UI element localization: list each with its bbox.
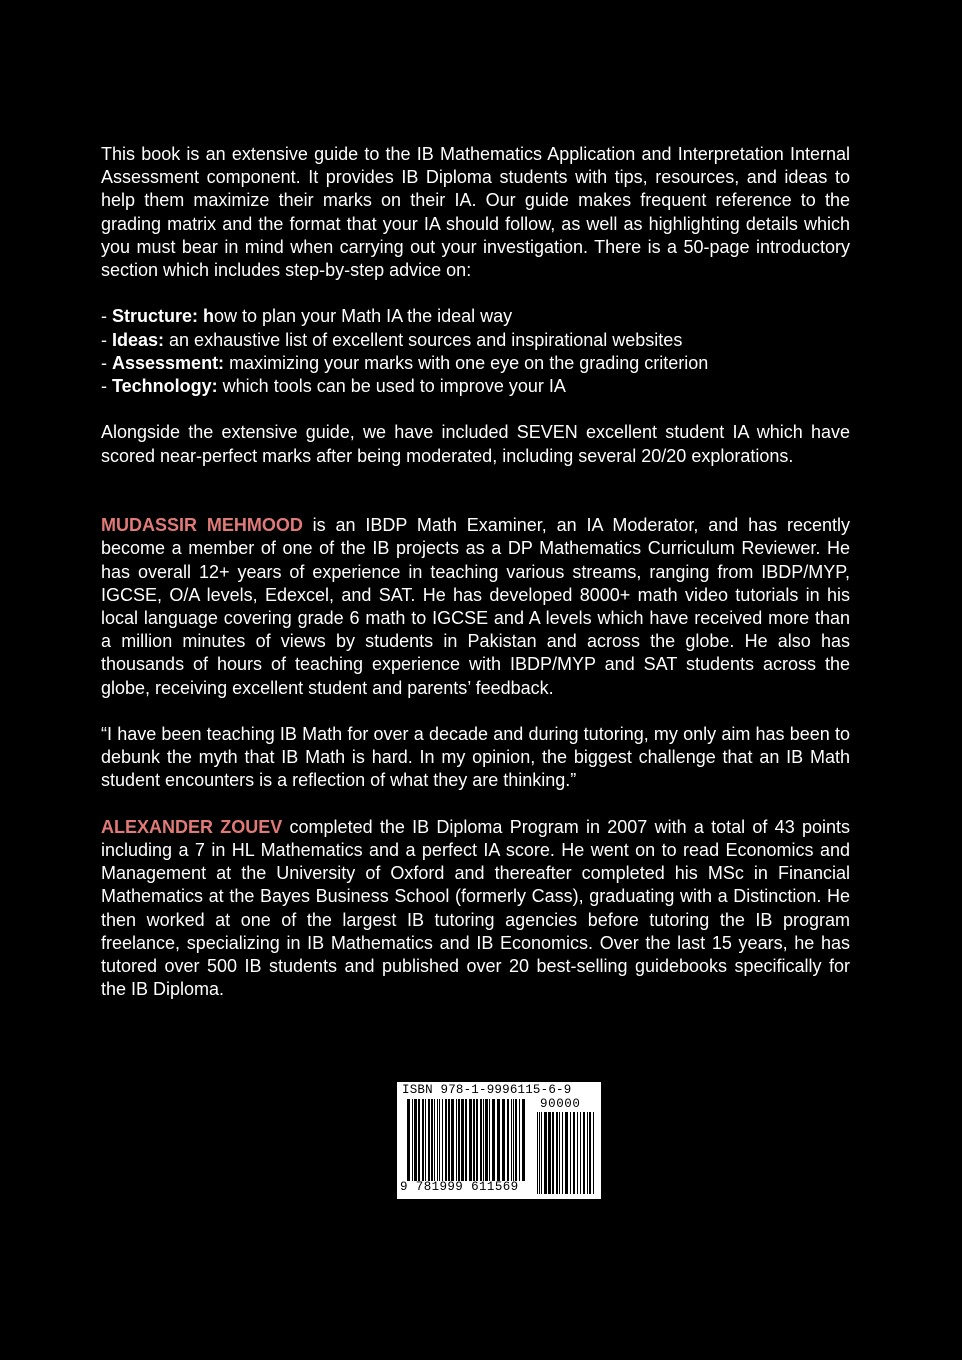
barcode-bar bbox=[422, 1099, 424, 1181]
barcode-bar bbox=[515, 1099, 517, 1181]
barcode-bar bbox=[562, 1112, 563, 1194]
back-cover-text bbox=[101, 143, 850, 1001]
barcode-bar bbox=[480, 1099, 482, 1181]
barcode-bar bbox=[458, 1099, 460, 1181]
barcode-bar bbox=[513, 1099, 514, 1181]
barcode-bar bbox=[556, 1112, 558, 1194]
barcode-bar bbox=[414, 1099, 417, 1181]
list-item: - Technology: which tools can be used to improve your IA bbox=[101, 376, 566, 397]
barcode-bar bbox=[461, 1099, 464, 1181]
addon-number: 90000 bbox=[540, 1097, 581, 1111]
barcode-bar bbox=[489, 1099, 490, 1181]
barcode-bar bbox=[539, 1112, 540, 1194]
barcode-bar bbox=[577, 1112, 578, 1194]
barcode-bar bbox=[580, 1112, 581, 1194]
barcode-bar bbox=[434, 1099, 435, 1181]
barcode-bar bbox=[544, 1112, 547, 1194]
author-bio-zouev: ALEXANDER ZOUEV completed the IB Diploma Program in 2007 with a total of 43 points including a 7 in HL Mathematics and a perfect IA score. He went on to read Economics and Management at the University of Oxford and thereafter completed his MSc in Financial Mathematics at the Bayes Business School (formerly Cass), graduating with a Distinction. He then worked at one of the largest IB tutoring agencies before tutoring the IB program freelance, specializing in IB Mathematics and IB Economics. Over the last 15 years, he has tutored over 500 IB students and published over 20 best-selling guidebooks specifically for the IB Diploma. bbox=[101, 816, 851, 1000]
barcode-bar bbox=[407, 1099, 410, 1181]
barcode-bar bbox=[437, 1099, 438, 1181]
barcode-bar bbox=[476, 1099, 478, 1181]
author-bio-mehmood: MUDASSIR MEHMOOD is an IBDP Math Examiner, an IA Moderator, and has recently become a member of one of the IB projects as a DP Mathematics Curriculum Reviewer. He has overall 12+ years of experience in teaching various streams, ranging from IBDP/MYP, IGCSE, O/A levels, Edexcel, and SAT. He has developed 8000+ math video tutorials in his local language covering grade 6 math to IGCSE and A levels which have received more than a million minutes of views by students in Pakistan and across the globe. He also has thousands of hours of teaching experience with IBDP/MYP and SAT students across the globe, receiving excellent student and parents’ feedback. bbox=[101, 515, 850, 698]
barcode-bar bbox=[589, 1112, 591, 1194]
barcode-bar bbox=[519, 1099, 520, 1181]
barcode-bar bbox=[439, 1099, 440, 1181]
barcode-bar bbox=[448, 1099, 450, 1181]
barcode-bar bbox=[548, 1112, 551, 1194]
barcode-bar bbox=[497, 1099, 500, 1181]
barcode-bar bbox=[456, 1099, 457, 1181]
barcode-bar bbox=[570, 1112, 571, 1194]
barcode-bar bbox=[451, 1099, 454, 1181]
intro-paragraph: This book is an extensive guide to the IB Mathematics Application and Interpretation Internal Assessment component. It provides IB Diploma students with tips, resources, and ideas to help them maximize their marks on their IA. Our guide makes frequent reference to the grading matrix and the format that your IA should follow, as well as highlighting details which you must bear in mind when carrying out your investigation. There is a 50-page introductory section which includes step-by-step advice on: bbox=[101, 144, 850, 281]
author-name: ALEXANDER ZOUEV bbox=[101, 816, 283, 837]
barcode-bar bbox=[507, 1099, 509, 1181]
barcode-bar bbox=[428, 1099, 430, 1181]
barcode-bar bbox=[552, 1112, 554, 1194]
barcode-bar bbox=[541, 1112, 542, 1194]
advice-list bbox=[101, 305, 850, 398]
barcode-bar bbox=[445, 1099, 447, 1181]
author-quote: “I have been teaching IB Math for over a decade and during tutoring, my only aim has been to debunk the myth that IB Math is hard. In my opinion, the biggest challenge that an IB Math student encounters is a reflection of what they are thinking.” bbox=[101, 724, 850, 791]
isbn-text: ISBN 978-1-9996115-6-9 bbox=[402, 1083, 572, 1097]
barcode-bar bbox=[485, 1099, 488, 1181]
barcode-bar bbox=[583, 1112, 585, 1194]
list-item: - Structure: how to plan your Math IA the ideal way bbox=[101, 306, 513, 327]
barcode-bar bbox=[522, 1099, 525, 1181]
barcode-bar bbox=[418, 1099, 420, 1181]
barcode-bar bbox=[587, 1112, 588, 1194]
barcode-bar bbox=[565, 1112, 568, 1194]
author-name: MUDASSIR MEHMOOD bbox=[101, 515, 303, 536]
barcode-bar bbox=[431, 1099, 433, 1181]
barcode-bar bbox=[593, 1112, 594, 1194]
barcode-bar bbox=[492, 1099, 495, 1181]
addon-barcode-bars bbox=[537, 1112, 595, 1194]
barcode-bar bbox=[511, 1099, 512, 1181]
list-item: - Assessment: maximizing your marks with one eye on the grading criterion bbox=[101, 352, 709, 373]
barcode-bar bbox=[559, 1112, 560, 1194]
barcode-bar bbox=[483, 1099, 484, 1181]
barcode-bar bbox=[442, 1099, 443, 1181]
barcode-bar bbox=[469, 1099, 472, 1181]
closing-paragraph: Alongside the extensive guide, we have included SEVEN excellent student IA which have scored near-perfect marks after being moderated, including several 20/20 explorations. bbox=[101, 422, 850, 466]
barcode-bar bbox=[537, 1112, 538, 1194]
barcode-bar bbox=[573, 1112, 575, 1194]
list-item: - Ideas: an exhaustive list of excellent sources and inspirational websites bbox=[101, 329, 683, 350]
barcode-bars bbox=[407, 1099, 525, 1181]
ean-number: 9 781999 611569 bbox=[400, 1180, 519, 1194]
barcode-bar bbox=[473, 1099, 475, 1181]
barcode-bar bbox=[465, 1099, 467, 1181]
barcode-bar bbox=[412, 1099, 413, 1181]
barcode-bar bbox=[502, 1099, 505, 1181]
barcode-bar bbox=[425, 1099, 426, 1181]
isbn-barcode bbox=[397, 1082, 601, 1199]
